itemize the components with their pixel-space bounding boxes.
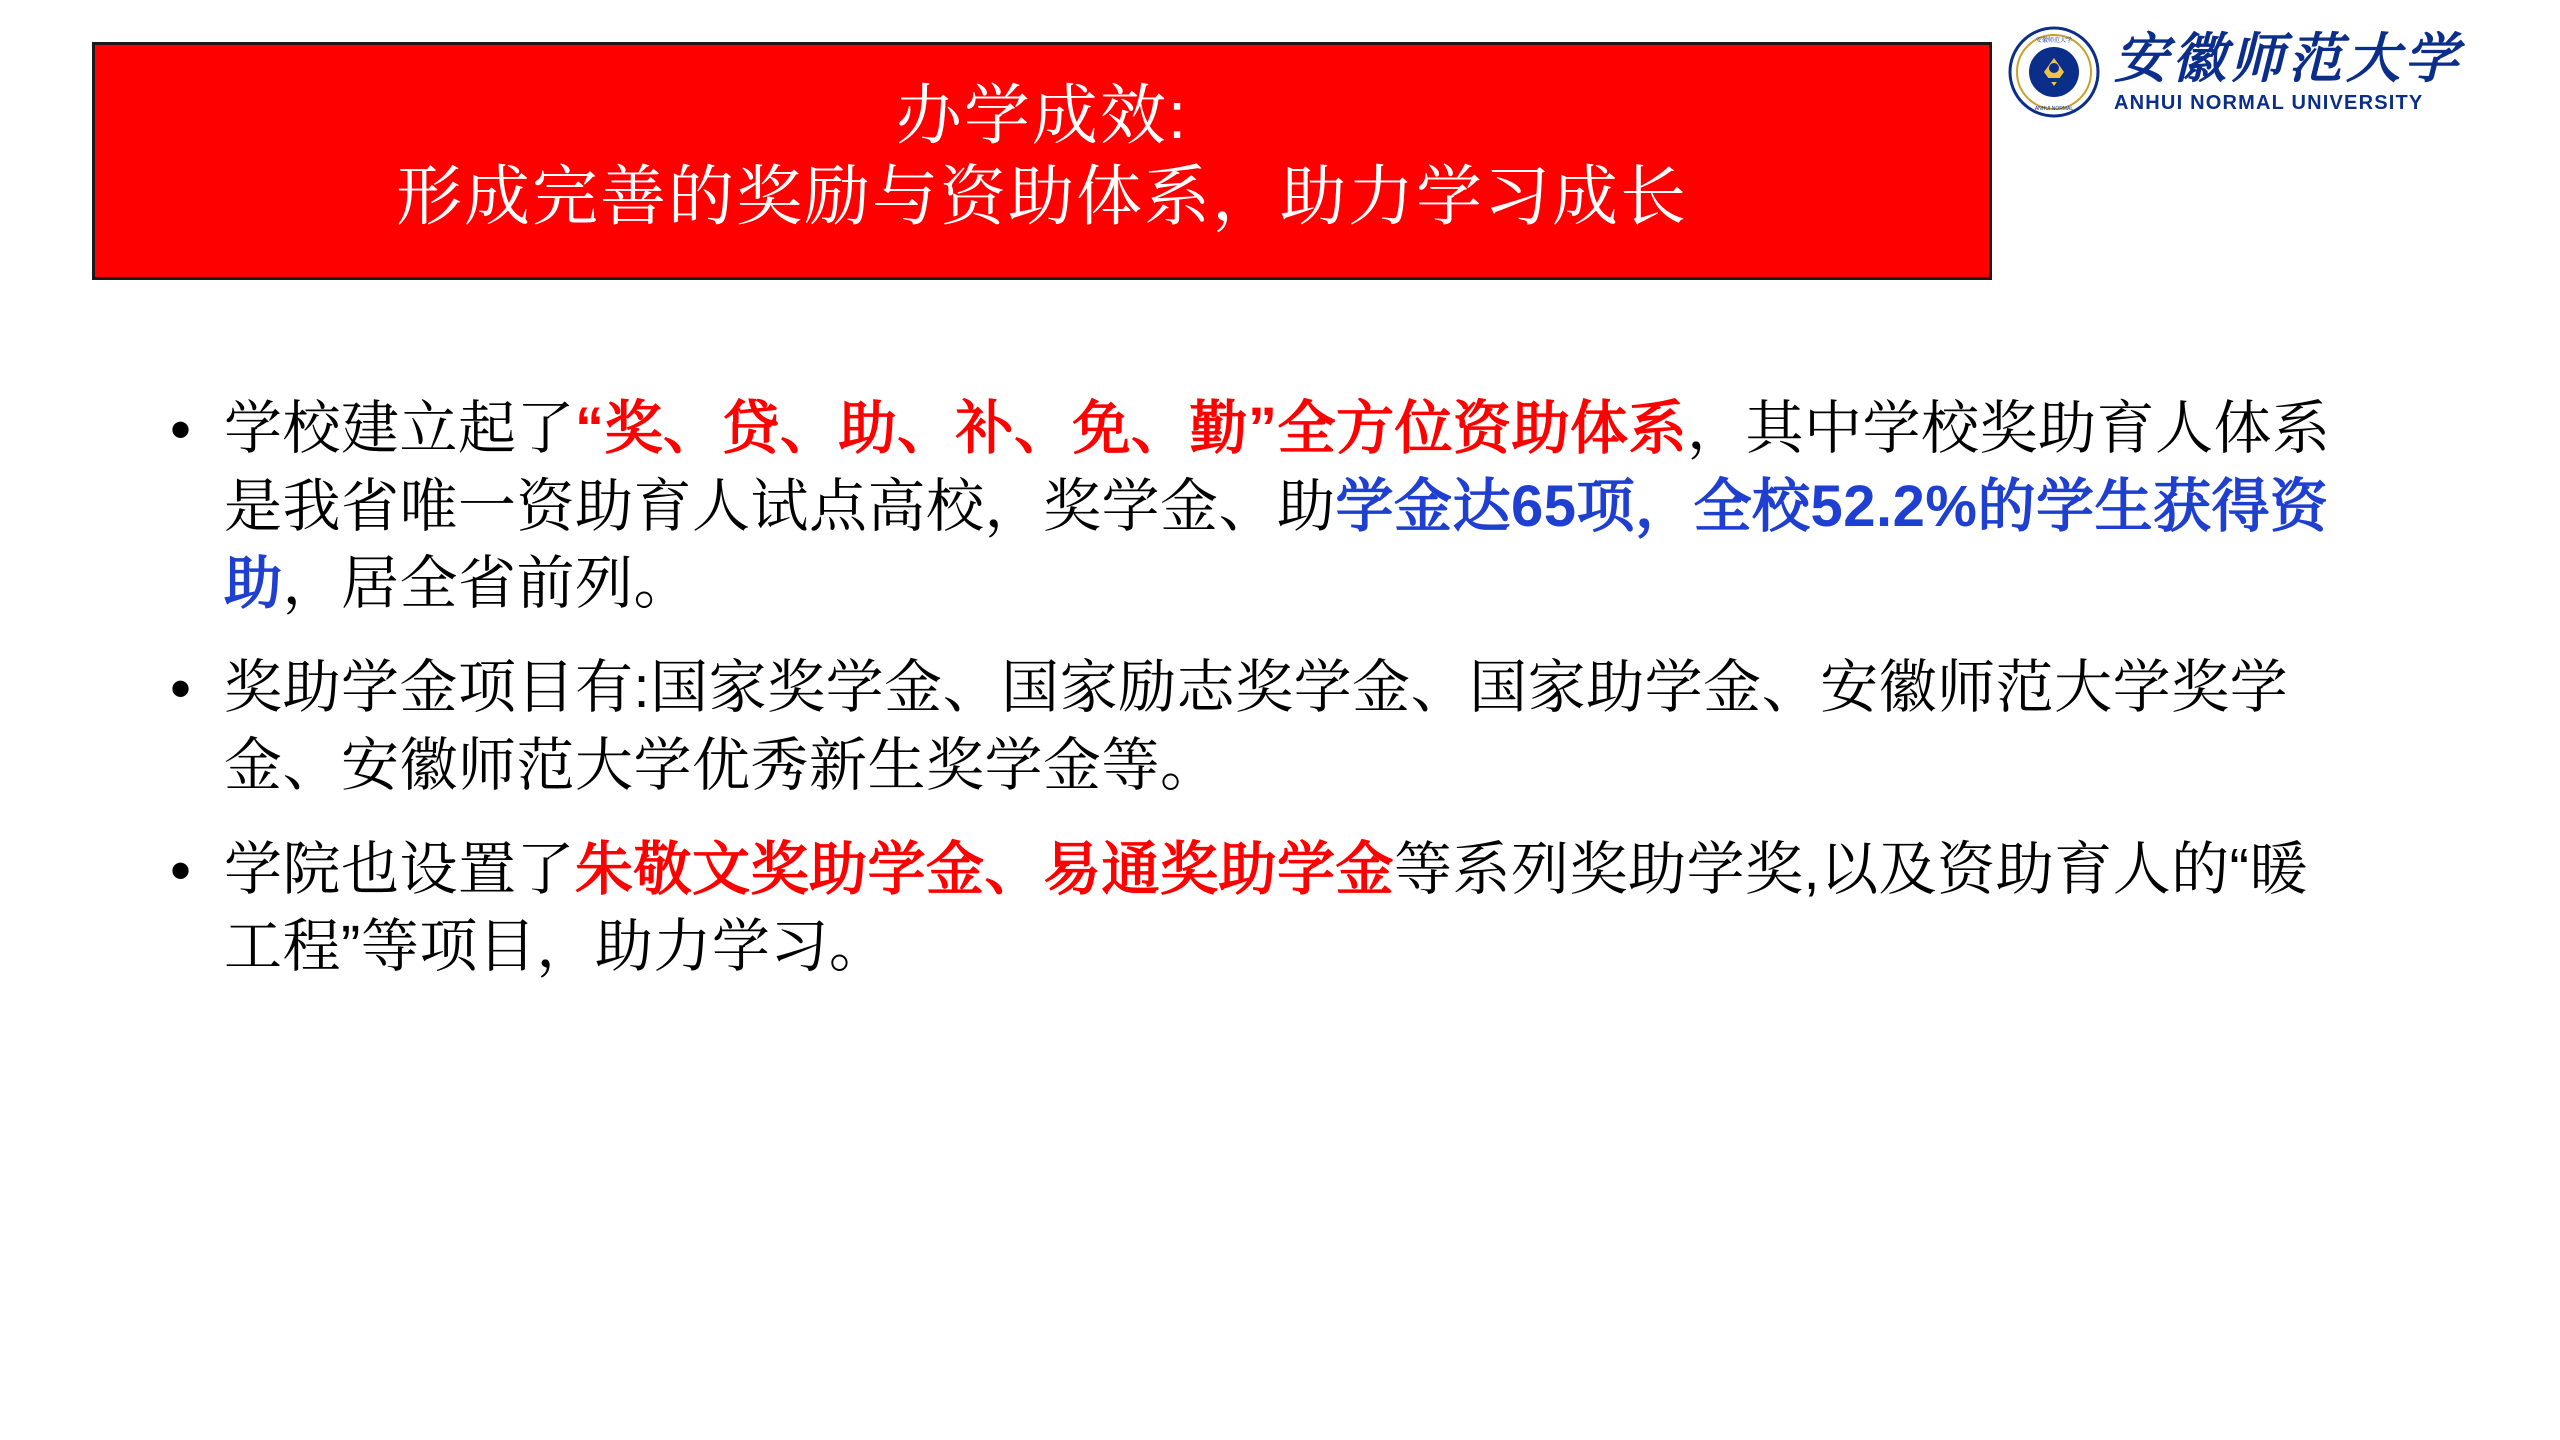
- university-name-cn: 安徽师范大学: [2114, 28, 2462, 89]
- svg-text:安徽师范大学: 安徽师范大学: [2035, 38, 2073, 44]
- university-logo-text: [2114, 28, 2462, 114]
- slide-title-line-1: 办学成效:: [895, 77, 1189, 152]
- bullet-1-segment-2: “奖、贷、助、补、免、勤”全方位资助体系: [575, 396, 1688, 461]
- bullet-1-segment-4: 学金达65项，全校52.2%的学生获得资助: [224, 473, 2329, 617]
- svg-text:ANHUI NORMAL: ANHUI NORMAL: [2034, 106, 2074, 112]
- bullet-2-segment-1: 奖助学金项目有:国家奖学金、国家励志奖学金、国家助学金、安徽师范大学奖学金、安徽师范大学优秀新生奖学金等。: [224, 655, 2289, 798]
- university-name-en: ANHUI NORMAL UNIVERSITY: [2114, 91, 2424, 114]
- bullet-item: [170, 390, 2410, 623]
- bullet-1-segment-3: ，其中学校奖助育人体系是我省唯一资助育人试点高校，奖学金、助: [224, 396, 2331, 539]
- slide-body: [170, 390, 2410, 1012]
- bullet-marker-icon: •: [170, 655, 192, 723]
- bullet-1-segment-1: 学校建立起了: [224, 396, 576, 461]
- bullet-item: [170, 831, 2410, 986]
- bullet-marker-icon: •: [170, 836, 192, 904]
- bullet-1-segment-5: ，居全省前列。: [282, 551, 693, 617]
- bullet-text-1: [224, 390, 2344, 623]
- university-seal-icon: [2008, 26, 2100, 118]
- slide-title-line-2: 形成完善的奖励与资助体系，助力学习成长: [396, 158, 1688, 233]
- bullet-item: [170, 649, 2410, 804]
- bullet-3-segment-3: 等系列奖助学奖,以及资助育人的“暖工程”等项目，助力学习。: [224, 836, 2308, 980]
- university-logo: [2008, 18, 2498, 126]
- bullet-3-segment-1: 学院也设置了: [224, 836, 576, 902]
- bullet-3-segment-2: 朱敬文奖助学金、易通奖助学金: [575, 836, 1395, 902]
- bullet-text-2: [224, 649, 2344, 804]
- bullet-marker-icon: •: [170, 396, 192, 463]
- bullet-text-3: [224, 831, 2344, 986]
- slide-title-banner: [92, 42, 1992, 280]
